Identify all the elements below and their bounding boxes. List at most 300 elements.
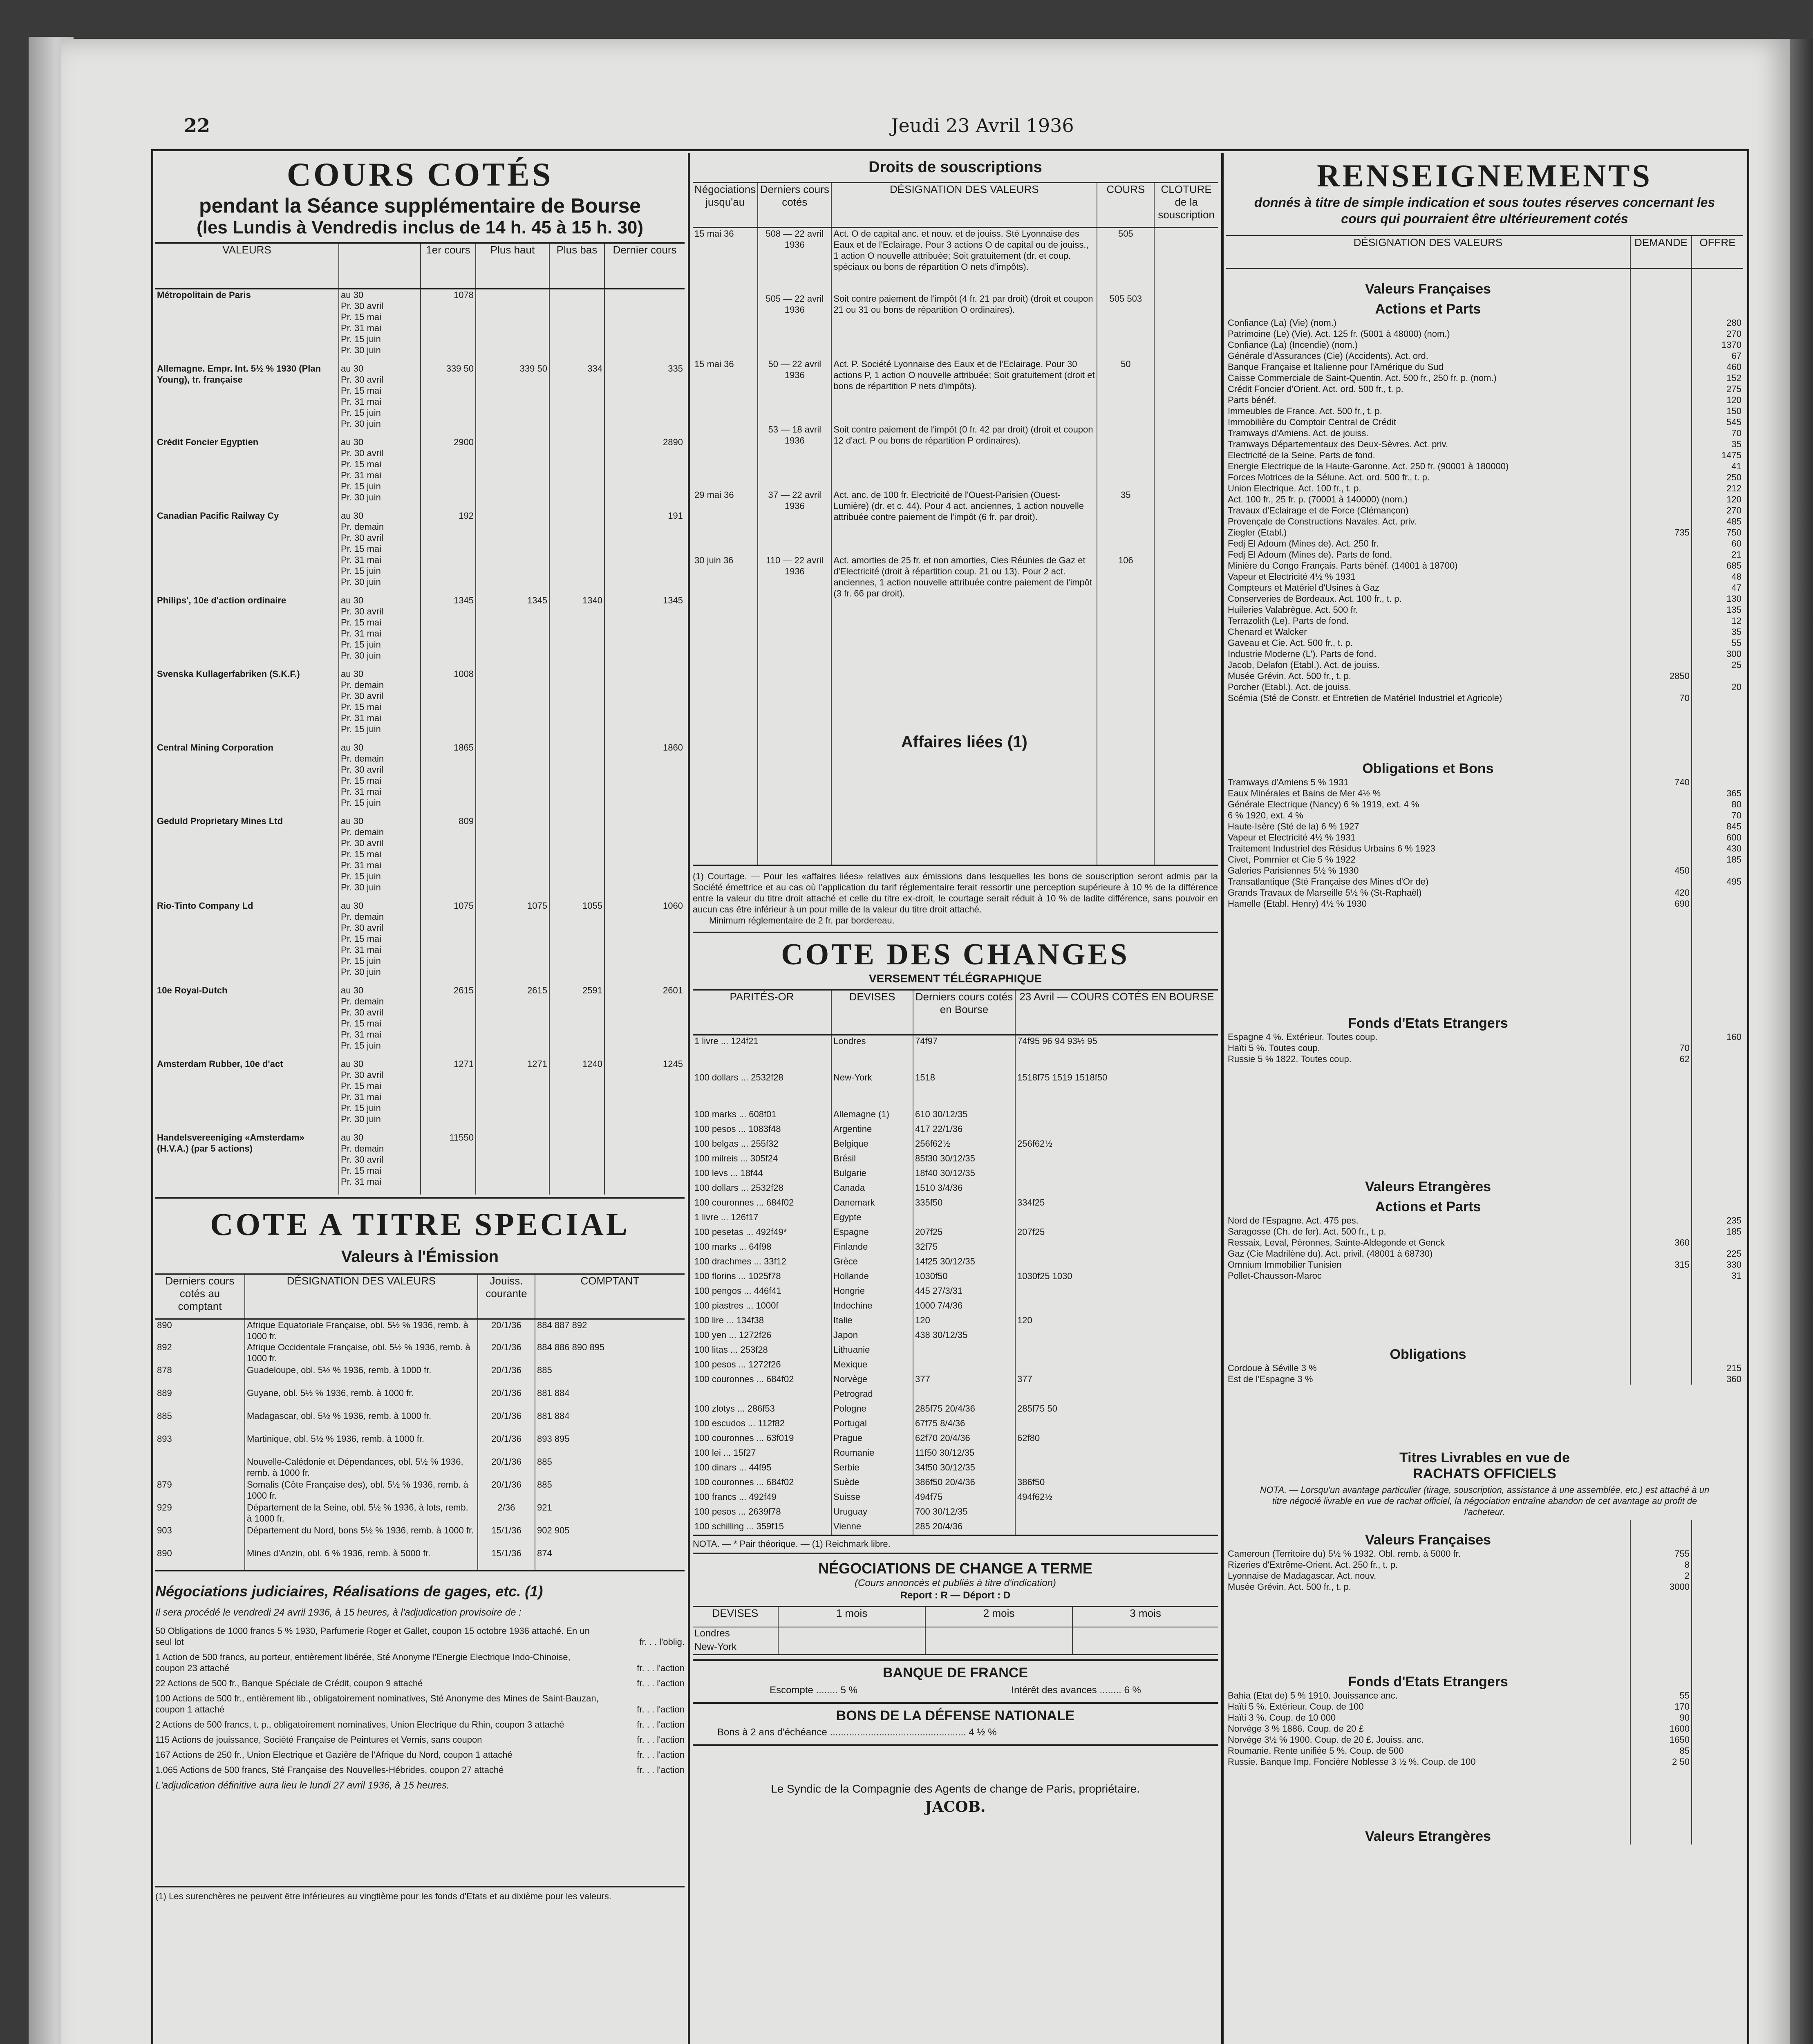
cours-change	[1015, 1212, 1218, 1226]
cours-value	[604, 1132, 685, 1195]
dernier-cours-change: 377	[913, 1374, 1015, 1388]
parite-or: 100 pesos ... 1083f48	[694, 1123, 781, 1134]
spacer	[1630, 297, 1692, 317]
titre-special-row	[155, 1319, 685, 1342]
term-label: Pr. 15 juin	[341, 724, 381, 734]
section-title: Obligations	[1390, 1347, 1466, 1362]
titre-special-row	[155, 1479, 685, 1502]
offre-value: 212	[1692, 483, 1743, 494]
col-header: 1 mois	[778, 1607, 925, 1627]
dernier-cours-change	[913, 1388, 1015, 1403]
spacer	[1692, 909, 1743, 1031]
titre-special-title: COTE A TITRE SPECIAL	[210, 1206, 630, 1242]
cours-value: 1865	[421, 742, 476, 816]
cours-change: 334f25	[1015, 1197, 1218, 1212]
valeur-name: Electricité de la Seine. Parts de fond.	[1228, 450, 1375, 460]
demande-value	[1630, 406, 1692, 417]
lot-price: fr. . . l'action	[637, 1663, 685, 1673]
term-label: Pr. 15 juin	[341, 481, 381, 491]
comptant-values: 881 884	[535, 1387, 685, 1410]
titre-special-row	[155, 1342, 685, 1365]
jouissance: 20/1/36	[478, 1479, 535, 1502]
change-row	[693, 1226, 1218, 1241]
terme-subtitle: (Cours annoncés et publiés à titre d'indication)	[855, 1578, 1056, 1589]
renseignement-row	[1226, 799, 1743, 810]
offre-value: 600	[1692, 832, 1743, 843]
demande-value: 3000	[1630, 1581, 1692, 1592]
jouissance: 20/1/36	[478, 1410, 535, 1433]
change-row	[693, 1403, 1218, 1418]
lot-text: 1.065 Actions de 500 francs, Sté Française des Nouvelles-Hébrides, coupon 27 attaché	[155, 1764, 504, 1775]
cours-change: 207f25	[1015, 1226, 1218, 1241]
term-label: Pr. 30 avril	[341, 1069, 383, 1080]
parite-or: 100 francs ... 492f49	[694, 1491, 777, 1502]
demande-value	[1630, 328, 1692, 339]
terme-legend: Report : R — Déport : D	[900, 1590, 1011, 1601]
term-label: Pr. 30 juin	[341, 576, 381, 587]
cours-value: 11550	[421, 1132, 476, 1195]
term-label: Pr. 30 avril	[341, 690, 383, 701]
cours-value	[476, 1132, 549, 1195]
offre-value: 21	[1692, 549, 1743, 560]
column-left	[155, 155, 685, 1902]
renseignement-row	[1226, 394, 1743, 406]
cours-change	[1015, 1123, 1218, 1138]
offre-value	[1692, 1570, 1743, 1581]
negociations-title: Négociations judiciaires, Réalisations de gages, etc. (1)	[155, 1582, 543, 1600]
cours-terms	[339, 985, 421, 1058]
lot-item	[155, 1693, 685, 1715]
dernier-cours: 53 — 18 avril 1936	[758, 424, 831, 489]
section-title: Fonds d'Etats Etrangers	[1348, 1015, 1508, 1031]
change-row	[693, 1329, 1218, 1344]
droits-title: Droits de souscriptions	[868, 159, 1042, 176]
negociation-date	[693, 424, 758, 489]
dernier-cours-change	[913, 1212, 1015, 1226]
titre-special-row	[155, 1433, 685, 1456]
dernier-cours-change: 67f75 8/4/36	[913, 1418, 1015, 1432]
demande-value: 1600	[1630, 1723, 1692, 1734]
offre-value	[1692, 1756, 1743, 1767]
lot-item	[155, 1652, 685, 1674]
valeur-name: Tramways d'Amiens. Act. de jouiss.	[1228, 428, 1369, 438]
valeur-name: Gaz (Cie Madrilène du). Act. privil. (48001 à 68730)	[1228, 1248, 1433, 1259]
cours-value: 1345	[421, 595, 476, 668]
renseignement-row	[1226, 483, 1743, 494]
change-row	[693, 1182, 1218, 1197]
renseignement-row	[1226, 1259, 1743, 1270]
spacer	[1630, 1592, 1692, 1690]
offre-value	[1692, 898, 1743, 909]
cours-value: 2591	[549, 985, 604, 1058]
cours-cotes-subtitle: pendant la Séance supplémentaire de Bourse	[199, 194, 641, 217]
valeur-name: Banque Française et Italienne pour l'Amérique du Sud	[1228, 362, 1444, 372]
rachats-title-cell	[1226, 1385, 1743, 1520]
cours-value: 2601	[604, 985, 685, 1058]
cours-terms	[339, 1132, 421, 1195]
offre-value: 485	[1692, 516, 1743, 527]
col-header: DEMANDE	[1630, 236, 1692, 269]
dernier-cours-change: 285f75 20/4/36	[913, 1403, 1015, 1418]
parite-or: 100 milreis ... 305f24	[694, 1153, 778, 1163]
prev-cours	[155, 1456, 245, 1479]
dernier-cours: 508 — 22 avril 1936	[758, 228, 831, 293]
droits-minimum: Minimum réglementaire de 2 fr. par bordereau.	[709, 915, 895, 926]
cours-row	[155, 289, 685, 363]
change-row	[693, 1271, 1218, 1285]
lot-price: fr. . . l'oblig.	[639, 1636, 685, 1647]
droits-row	[693, 293, 1218, 359]
term-label: Pr. 31 mai	[341, 944, 382, 955]
negociations-lots	[155, 1625, 685, 1775]
jouissance: 20/1/36	[478, 1319, 535, 1342]
term-label: au 30	[341, 1132, 364, 1143]
term-label: Pr. 15 mai	[341, 775, 382, 786]
cours-value: 2615	[476, 985, 549, 1058]
lot-price: fr. . . l'action	[637, 1749, 685, 1760]
offre-value: 235	[1692, 1215, 1743, 1226]
dernier-cours-change: 34f50 30/12/35	[913, 1462, 1015, 1477]
jouissance: 20/1/36	[478, 1387, 535, 1410]
offre-value: 80	[1692, 799, 1743, 810]
offre-value: 1370	[1692, 339, 1743, 350]
cours-change	[1015, 1447, 1218, 1462]
comptant-values: 885	[535, 1365, 685, 1387]
cours-value: 191	[604, 510, 685, 595]
valeur-name: Energie Electrique de la Haute-Garonne. Act. 250 fr. (90001 à 180000)	[1228, 461, 1509, 471]
renseignement-row	[1226, 538, 1743, 549]
col-header: 3 mois	[1072, 1607, 1218, 1627]
cours-row	[155, 595, 685, 668]
signature-line: Le Syndic de la Compagnie des Agents de change de Paris, propriétaire.	[771, 1782, 1140, 1795]
term-label: Pr. 30 juin	[341, 966, 381, 977]
term-label: Pr. 30 avril	[341, 764, 383, 775]
parite-or: 100 florins ... 1025f78	[694, 1271, 781, 1281]
valeur-name: Tramways d'Amiens 5 % 1931	[1228, 777, 1349, 787]
dernier-cours-change: 32f75	[913, 1241, 1015, 1256]
valeur-name: Minière du Congo Français. Parts bénéf. (14001 à 18700)	[1228, 560, 1458, 571]
valeur-designation: Département de la Seine, obl. 5½ % 1936, à lots, remb. à 1000 fr.	[245, 1502, 478, 1525]
demande-value: 755	[1630, 1548, 1692, 1559]
dernier-cours-change: 285 20/4/36	[913, 1521, 1015, 1535]
change-row	[693, 1035, 1218, 1072]
valeur-name: Cordoue à Séville 3 %	[1228, 1363, 1317, 1373]
change-row	[693, 1432, 1218, 1447]
droits-row	[693, 555, 1218, 620]
cours-value	[604, 289, 685, 363]
renseignement-row	[1226, 777, 1743, 788]
renseignements-section	[1226, 909, 1743, 1031]
valeur-name: Fedj El Adoum (Mines de). Act. 250 fr.	[1228, 538, 1379, 549]
valeur-designation: Nouvelle-Calédonie et Dépendances, obl. 5½ % 1936, remb. à 1000 fr.	[245, 1456, 478, 1479]
cours-value: 192	[421, 510, 476, 595]
renseignement-row	[1226, 876, 1743, 887]
valeur-name: Russie. Banque Imp. Foncière Noblesse 3 ½ %. Coup. de 100	[1228, 1757, 1476, 1767]
cours-change	[1015, 1418, 1218, 1432]
devise: Suède	[831, 1477, 913, 1491]
parite-or: 100 levs ... 18f44	[694, 1168, 763, 1178]
parite-or: 100 pengos ... 446f41	[694, 1285, 781, 1296]
droit-designation: Act. O de capital anc. et nouv. et de jouiss. Sté Lyonnaise des Eaux et de l'Eclairage. Pour 3 actions O de capital ou de jouiss., 1 action O nouvelle attribuée; Soit gratuitement (dr. et coup. spéciaux ou bons de répartition O nets d'impôts).	[831, 228, 1097, 293]
valeur-name: Compteurs et Matériel d'Usines à Gaz	[1228, 583, 1380, 593]
offre-value: 70	[1692, 428, 1743, 439]
terme-row-label: Londres	[694, 1627, 730, 1639]
valeur-name: Omnium Immobilier Tunisien	[1228, 1260, 1342, 1270]
titre-special-row	[155, 1502, 685, 1525]
change-row	[693, 1388, 1218, 1403]
offre-value: 120	[1692, 394, 1743, 406]
offre-value: 430	[1692, 843, 1743, 854]
comptant-values: 884 887 892	[535, 1319, 685, 1342]
demande-value	[1630, 472, 1692, 483]
valeur-name: Industrie Moderne (L'). Parts de fond.	[1228, 649, 1377, 659]
valeur-designation: Madagascar, obl. 5½ % 1936, remb. à 1000 fr.	[245, 1410, 478, 1433]
prev-cours: 929	[157, 1502, 172, 1513]
spacer	[1692, 1520, 1743, 1548]
term-label: au 30	[341, 742, 364, 753]
demande-value	[1630, 560, 1692, 571]
valeur-designation: Département du Nord, bons 5½ % 1936, remb. à 1000 fr.	[245, 1525, 478, 1548]
renseignement-row	[1226, 865, 1743, 876]
demande-value	[1630, 361, 1692, 372]
bons-value: 4 ½ %	[969, 1727, 997, 1738]
cours-valeur-name: Philips', 10e d'action ordinaire	[157, 595, 286, 605]
changes-table	[693, 989, 1218, 1536]
valeur-designation: Guyane, obl. 5½ % 1936, remb. à 1000 fr.	[245, 1387, 478, 1410]
rachats-title-2: RACHATS OFFICIELS	[1413, 1466, 1556, 1481]
comptant-values: 893 895	[535, 1433, 685, 1456]
jouissance: 15/1/36	[478, 1525, 535, 1548]
term-label: Pr. demain	[341, 827, 384, 837]
renseignement-row	[1226, 439, 1743, 450]
parite-or: 100 pesos ... 2639f78	[694, 1506, 781, 1517]
demande-value	[1630, 821, 1692, 832]
prev-cours: 889	[157, 1388, 172, 1398]
valeur-name: Scémia (Sté de Constr. et Entretien de Matériel Industriel et Agricole)	[1228, 693, 1502, 703]
renseignement-row	[1226, 417, 1743, 428]
cours-change	[1015, 1344, 1218, 1359]
cours-valeur-name: Canadian Pacific Railway Cy	[157, 510, 279, 521]
cours-change: 285f75 50	[1015, 1403, 1218, 1418]
jouissance: 20/1/36	[478, 1365, 535, 1387]
jouissance: 20/1/36	[478, 1456, 535, 1479]
offre-value: 135	[1692, 604, 1743, 615]
renseignements-section	[1226, 1520, 1743, 1548]
devise: Argentine	[831, 1123, 913, 1138]
cours-valeur-name: Amsterdam Rubber, 10e d'act	[157, 1058, 283, 1069]
lot-text: 1 Action de 500 francs, au porteur, entièrement libérée, Sté Anonyme l'Energie Electrique Indo-Chinoise, coupon 23 attaché	[155, 1652, 571, 1673]
titre-special-row	[155, 1365, 685, 1387]
col-header: DEVISES	[831, 990, 913, 1035]
col-header: CLOTURE de la souscription	[1154, 183, 1218, 228]
droit-cours: 50	[1097, 359, 1154, 424]
term-label: Pr. 31 mai	[341, 554, 382, 565]
lot-price: fr. . . l'action	[637, 1719, 685, 1730]
renseignement-row	[1226, 1053, 1743, 1065]
demande-value	[1630, 1363, 1692, 1374]
lot-item	[155, 1625, 685, 1647]
renseignement-row	[1226, 1374, 1743, 1385]
renseignements-title: RENSEIGNEMENTS	[1317, 158, 1652, 193]
offre-value: 130	[1692, 593, 1743, 604]
parite-or: 100 schilling ... 359f15	[694, 1521, 784, 1531]
demande-value: 2	[1630, 1570, 1692, 1581]
demande-value: 690	[1630, 898, 1692, 909]
dernier-cours-change: 18f40 30/12/35	[913, 1168, 1015, 1182]
droits-note: (1) Courtage. — Pour les «affaires liées» relatives aux émissions dans lesquelles les bons de souscription seront admis par la Société émettrice et au cas où l'application du tarif réglementaire ferait ressortir une perception supérieure à 10 % de la différence entre la valeur du titre droit attaché et celle du titre ex-droit, le courtage serait réduit à 10 % de ladite différence, sans pouvoir en aucun cas être inférieur à un pour mille de la valeur du titre droit attaché.	[693, 871, 1218, 914]
renseignement-row	[1226, 626, 1743, 637]
renseignements-section	[1226, 704, 1743, 777]
renseignement-row	[1226, 472, 1743, 483]
cours-value	[476, 668, 549, 742]
dernier-cours-change: 417 22/1/36	[913, 1123, 1015, 1138]
prev-cours: 893	[157, 1434, 172, 1444]
valeur-name: Grands Travaux de Marseille 5½ % (St-Raphaël)	[1228, 888, 1422, 898]
cours-row	[155, 900, 685, 985]
valeur-name: Immobilière du Comptoir Central de Crédit	[1228, 417, 1397, 427]
term-label: Pr. 31 mai	[341, 323, 382, 333]
col-header: COURS	[1097, 183, 1154, 228]
col-header: Dernier cours	[604, 244, 685, 289]
renseignement-row	[1226, 582, 1743, 593]
negociation-date: 15 mai 36	[694, 359, 734, 369]
cours-row	[155, 510, 685, 595]
parite-or: 100 couronnes ... 63f019	[694, 1432, 794, 1443]
term-label: Pr. 30 juin	[341, 650, 381, 661]
demande-value	[1630, 383, 1692, 394]
cours-value	[549, 668, 604, 742]
section-title: Valeurs Etrangères	[1365, 1179, 1491, 1195]
cours-valeur-name: Allemagne. Empr. Int. 5½ % 1930 (Plan Young), tr. française	[157, 363, 321, 385]
valeur-name: Cameroun (Territoire du) 5½ % 1932. Obl. remb. à 5000 fr.	[1228, 1549, 1461, 1559]
column-right	[1226, 155, 1743, 1845]
term-label: Pr. 15 mai	[341, 385, 382, 396]
dernier-cours: 50 — 22 avril 1936	[758, 359, 831, 424]
demande-value	[1630, 659, 1692, 670]
devise: Hollande	[831, 1271, 913, 1285]
cours-value	[476, 289, 549, 363]
demande-value	[1630, 593, 1692, 604]
offre-value: 150	[1692, 406, 1743, 417]
offre-value: 270	[1692, 505, 1743, 516]
droit-cours: 35	[1097, 489, 1154, 555]
cours-row	[155, 668, 685, 742]
cours-valeur-name: Svenska Kullagerfabriken (S.K.F.)	[157, 668, 300, 679]
cours-change	[1015, 1285, 1218, 1300]
cours-valeur-name: Handelsvereeniging «Amsterdam» (H.V.A.) (par 5 actions)	[157, 1132, 304, 1154]
demande-value	[1630, 505, 1692, 516]
demande-value: 740	[1630, 777, 1692, 788]
valeur-name: Haïti 3 %. Coup. de 10 000	[1228, 1712, 1336, 1723]
demande-value	[1630, 582, 1692, 593]
offre-value	[1692, 1734, 1743, 1745]
change-row	[693, 1374, 1218, 1388]
spacer	[1692, 269, 1743, 298]
valeur-name: Eaux Minérales et Bains de Mer 4½ %	[1228, 788, 1381, 798]
renseignements-section	[1226, 1281, 1743, 1363]
titre-special-subtitle: Valeurs à l'Émission	[341, 1247, 499, 1266]
renseignements-subtitle: donnés à titre de simple indication et sous toutes réserves concernant les cours qui pourraient être ultérieurement cotés	[1254, 195, 1715, 226]
demande-value	[1630, 854, 1692, 865]
demande-value	[1630, 450, 1692, 461]
renseignement-row	[1226, 843, 1743, 854]
droit-cloture	[1154, 359, 1218, 424]
valeur-name: Ressaix, Leval, Péronnes, Sainte-Aldegonde et Genck	[1228, 1237, 1445, 1248]
renseignement-row	[1226, 887, 1743, 898]
col-header: COMPTANT	[535, 1274, 685, 1319]
offre-value: 20	[1692, 681, 1743, 693]
terme-table	[693, 1606, 1218, 1655]
term-label: au 30	[341, 289, 364, 300]
renseignement-row	[1226, 670, 1743, 681]
parite-or: 100 dollars ... 2532f28	[694, 1182, 783, 1193]
section-title: Valeurs Etrangères	[1365, 1829, 1491, 1844]
devise: Roumanie	[831, 1447, 913, 1462]
renseignement-row	[1226, 549, 1743, 560]
term-label: Pr. 30 avril	[341, 374, 383, 385]
demande-value	[1630, 626, 1692, 637]
term-label: Pr. 15 juin	[341, 797, 381, 808]
valeur-name: Roumanie. Rente unifiée 5 %. Coup. de 500	[1228, 1746, 1404, 1756]
affaires-liees-heading: Affaires liées (1)	[901, 733, 1027, 751]
renseignement-row	[1226, 1701, 1743, 1712]
term-label: Pr. 30 juin	[341, 418, 381, 429]
cours-terms	[339, 289, 421, 363]
valeur-name: Transatlantique (Sté Française des Mines d'Or de)	[1228, 876, 1429, 887]
valeur-name: Pollet-Chausson-Maroc	[1228, 1271, 1322, 1281]
dernier-cours: 37 — 22 avril 1936	[758, 489, 831, 555]
demande-value	[1630, 876, 1692, 887]
dernier-cours-change: 207f25	[913, 1226, 1015, 1241]
spacer	[1692, 1281, 1743, 1363]
term-label: Pr. demain	[341, 911, 384, 922]
change-row	[693, 1153, 1218, 1168]
parite-or: 100 lire ... 134f38	[694, 1315, 764, 1325]
offre-value: 215	[1692, 1363, 1743, 1374]
offre-value: 35	[1692, 626, 1743, 637]
escompte-label: Escompte	[770, 1685, 813, 1696]
renseignement-row	[1226, 1237, 1743, 1248]
offre-value	[1692, 1701, 1743, 1712]
parite-or: 100 couronnes ... 684f02	[694, 1374, 794, 1384]
cours-row	[155, 816, 685, 900]
droit-designation: Soit contre paiement de l'impôt (4 fr. 21 par droit) (droit et coupon 21 ou 31 ou bons de répartition O ordinaires).	[831, 293, 1097, 359]
valeur-name: Générale Electrique (Nancy) 6 % 1919, ext. 4 %	[1228, 799, 1419, 809]
demande-value	[1630, 549, 1692, 560]
term-label: Pr. demain	[341, 753, 384, 764]
valeur-name: Bahia (Etat de) 5 % 1910. Jouissance anc.	[1228, 1690, 1398, 1701]
titre-special-table	[155, 1273, 685, 1571]
prev-cours: 890	[157, 1548, 172, 1558]
devise: Allemagne (1)	[831, 1109, 913, 1123]
negociation-date: 30 juin 36	[694, 555, 734, 565]
spacer	[1692, 1767, 1743, 1845]
bons-line: Bons à 2 ans d'échéance .................................................. 4 ½ %	[717, 1727, 997, 1738]
term-label: Pr. 15 juin	[341, 955, 381, 966]
renseignement-row	[1226, 328, 1743, 339]
renseignement-row	[1226, 637, 1743, 648]
demande-value: 55	[1630, 1690, 1692, 1701]
valeur-name: Act. 100 fr., 25 fr. p. (70001 à 140000) (nom.)	[1228, 494, 1408, 504]
cours-value: 809	[421, 816, 476, 900]
dernier-cours: 505 — 22 avril 1936	[758, 293, 831, 359]
offre-value	[1692, 670, 1743, 681]
section-subtitle: Actions et Parts	[1375, 301, 1481, 317]
col-header: Plus haut	[476, 244, 549, 289]
demande-value	[1630, 637, 1692, 648]
valeur-name: Tramways Départementaux des Deux-Sèvres. Act. priv.	[1228, 439, 1448, 449]
term-label: au 30	[341, 363, 364, 374]
